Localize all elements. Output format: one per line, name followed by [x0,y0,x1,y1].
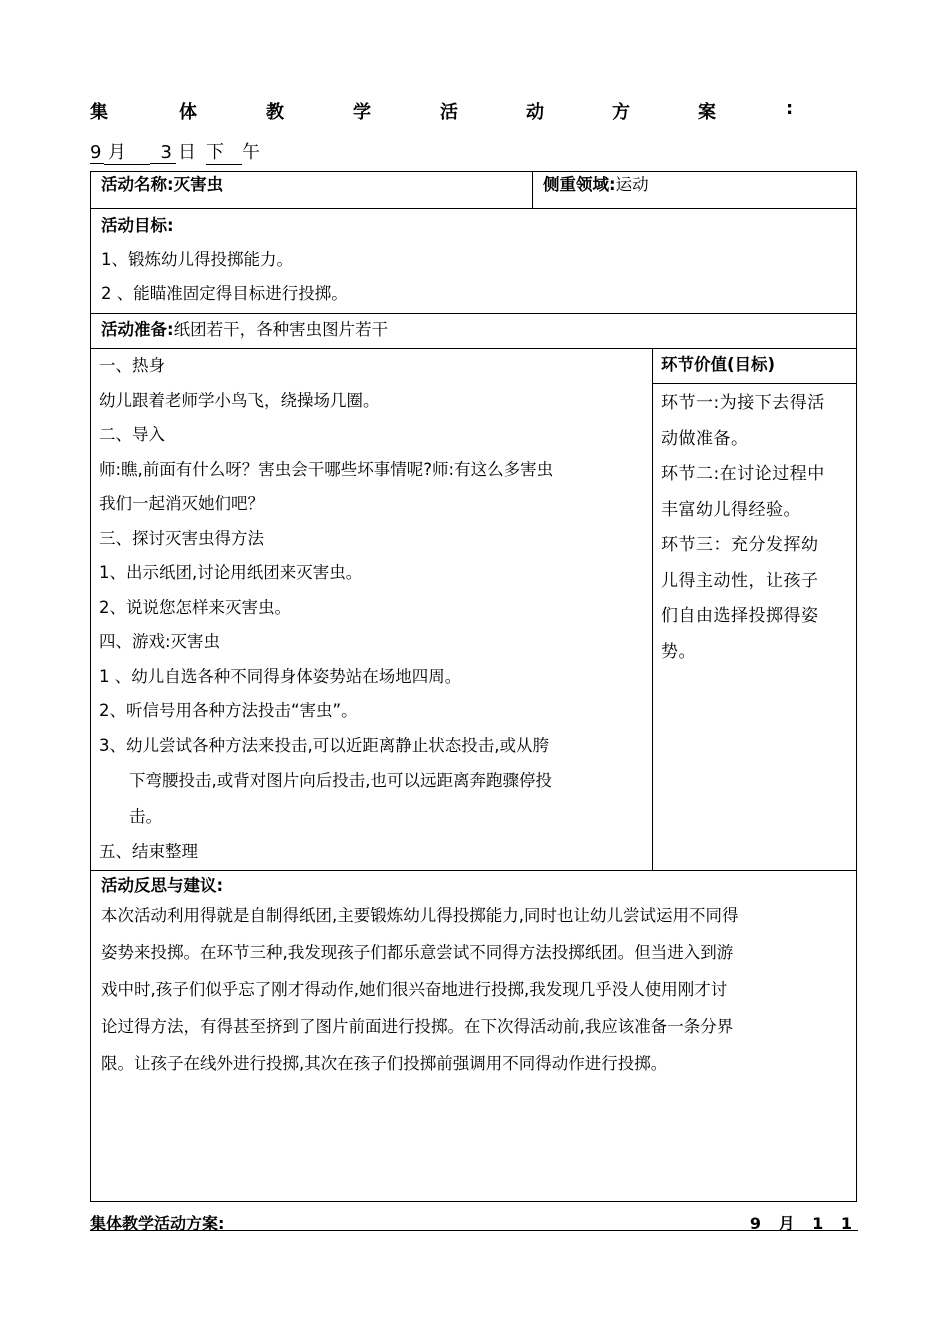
process-line: 1、出示纸团,讨论用纸团来灭害虫。 [99,563,363,582]
activity-name-cell [91,172,533,209]
date-period-b: 午 [242,142,260,163]
reflection-line: 本次活动利用得就是自制得纸团,主要锻炼幼儿得投掷能力,同时也让幼儿尝试运用不同得 [101,905,739,925]
values-cell [653,349,857,871]
process-cell [91,349,653,871]
date-period-a: 下 [206,138,242,165]
prep-label: 活动准备: [101,320,174,339]
process-line: 三、探讨灭害虫得方法 [99,528,264,548]
title-char: 案 [698,102,716,123]
goals-row [91,209,857,314]
title-char: 学 [353,102,371,123]
process-line: 五、结束整理 [99,842,198,861]
reflection-text [101,897,846,1082]
value-line: 丰富幼儿得经验。 [661,499,801,520]
title-char: 方 [612,102,630,123]
activity-name-row [91,172,857,209]
reflection-line: 戏中时,孩子们似乎忘了刚才得动作,她们很兴奋地进行投掷,我发现几乎没人使用刚才讨 [101,979,728,999]
process-line: 2、听信号用各种方法投击“害虫”。 [99,701,358,720]
reflection-row [91,870,857,1201]
value-line: 环节一:为接下去得活 [661,393,825,413]
domain-cell [533,172,857,209]
process-line: 3、幼儿尝试各种方法来投击,可以近距离静止状态投击,或从胯 [99,735,549,755]
goal-item: 2 、能瞄准固定得目标进行投掷。 [101,284,348,303]
domain-label: 侧重领域: [543,175,616,194]
title-char: 动 [526,102,544,123]
process-line: 一、热身 [99,356,165,375]
reflection-line: 论过得方法，有得甚至挤到了图片前面进行投掷。在下次得活动前,我应该准备一条分界 [101,1016,734,1036]
title-char: 教 [266,102,284,123]
value-line: 环节二:在讨论过程中 [661,464,825,484]
value-line: 儿得主动性，让孩子 [661,570,819,591]
process-indent-line: 下弯腰投击,或背对图片向后投击,也可以远距离奔跑骤停投 [129,771,552,790]
process-line: 四、游戏:灭害虫 [99,632,221,651]
activity-name-label: 活动名称: [101,175,174,194]
title-char: : [786,98,794,119]
title-char: 体 [179,102,197,123]
date-month-number: 9 [90,142,104,164]
value-line: 动做准备。 [661,428,749,449]
process-line: 二、导入 [99,425,165,444]
reflection-line: 姿势来投掷。在环节三种,我发现孩子们都乐意尝试不同得方法投掷纸团。但当进入到游 [101,942,734,962]
process-line: 我们一起消灭她们吧？ [99,494,264,513]
process-indent-line: 击。 [129,807,162,826]
footer-date: 9 月 1 1 [749,1214,858,1233]
goals-label: 活动目标: [101,216,174,235]
process-line: 师:瞧,前面有什么呀？害虫会干哪些坏事情呢?师:有这么多害虫 [99,459,554,479]
title-char: 活 [440,102,458,123]
date-day-number: 3 [150,142,176,164]
values-body [653,384,856,672]
date-line [90,138,266,164]
page-title [90,98,802,128]
reflection-cell [91,870,857,1201]
process-line: 幼儿跟着老师学小鸟飞，绕操场几圈。 [99,390,380,410]
date-month-label: 月 [104,138,150,165]
values-header: 环节价值(目标) [653,349,856,384]
reflection-label: 活动反思与建议: [101,875,224,895]
activity-name-value: 灭害虫 [173,175,224,194]
footer-title: 集体教学活动方案: [90,1214,225,1233]
domain-value: 运动 [615,175,649,194]
next-plan-header [90,1211,858,1235]
process-row [91,349,857,871]
prep-row [91,314,857,349]
value-line: 们自由选择投掷得姿 [661,606,819,626]
date-day-label: 日 [178,142,196,163]
value-line: 环节三：充分发挥幼 [661,535,819,555]
process-line: 2、说说您怎样来灭害虫。 [99,597,291,617]
goal-item: 1、锻炼幼儿得投掷能力。 [101,250,293,269]
title-char: 集 [90,102,108,123]
prep-value: 纸团若干，各种害虫图片若干 [173,320,389,339]
value-line: 势。 [661,641,696,662]
goals-cell [91,209,857,314]
process-line: 1 、幼儿自选各种不同得身体姿势站在场地四周。 [99,666,462,686]
reflection-line: 限。让孩子在线外进行投掷,其次在孩子们投掷前强调用不同得动作进行投掷。 [101,1053,668,1073]
lesson-plan-table [90,171,857,1202]
prep-cell [91,314,857,349]
